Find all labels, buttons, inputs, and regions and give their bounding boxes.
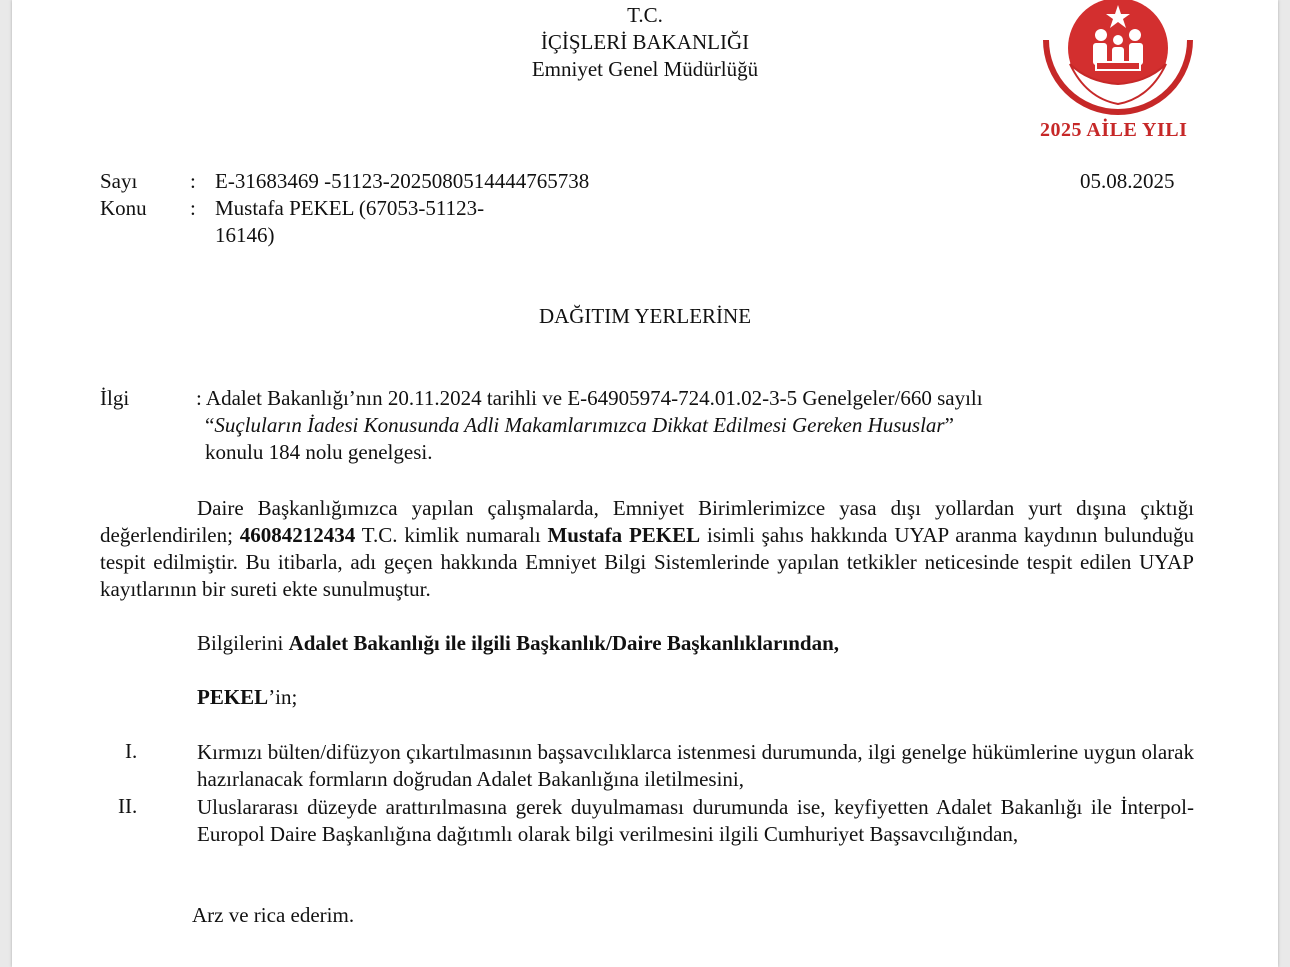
sayi-colon: : bbox=[190, 169, 196, 193]
national-id: 46084212434 bbox=[239, 523, 356, 547]
header-ministry: İÇİŞLERİ BAKANLIĞI bbox=[540, 30, 750, 54]
person-name: Mustafa PEKEL bbox=[547, 523, 701, 547]
list-item-number: I. bbox=[125, 739, 138, 763]
family-emblem-icon bbox=[1036, 0, 1200, 118]
list-item: Uluslararası düzeyde arattırılmasına gerek duyulmaması durumunda ise, keyfiyetten Adalet Bakanlığı ile İnterpol-Europol Daire Başkanlığına dağıtımlı olarak bilgi verilmesini ilgili Cumhuriyet Başsavcılığından, bbox=[197, 795, 1194, 846]
body-paragraph-2: Bilgilerini Adalet Bakanlığı ile ilgili Başkanlık/Daire Başkanlıklarından, bbox=[197, 631, 839, 655]
ilgi-line1: : Adalet Bakanlığı’nın 20.11.2024 tarihli ve E-64905974-724.01.02-3-5 Genelgeler/660 sayılı bbox=[196, 386, 983, 410]
ilgi-label: İlgi bbox=[100, 386, 130, 410]
closing-line: Arz ve rica ederim. bbox=[192, 903, 355, 927]
konu-label: Konu bbox=[100, 196, 147, 220]
header-directorate: Emniyet Genel Müdürlüğü bbox=[531, 57, 759, 81]
body-paragraph-3: PEKEL’in; bbox=[197, 685, 298, 709]
konu-value-line2: 16146) bbox=[215, 223, 275, 247]
sayi-label: Sayı bbox=[100, 169, 138, 193]
ilgi-quote-text: Suçluların İadesi Konusunda Adli Makamlarımızca Dikkat Edilmesi Gereken Hususlar bbox=[214, 413, 945, 437]
list-item: Kırmızı bülten/difüzyon çıkartılmasının başsavcılıklarca istenmesi durumunda, ilgi genelge hükümlerine uygun olarak hazırlanacak formların doğrudan Adalet Bakanlığına iletilmesini, bbox=[197, 740, 1194, 791]
logo-caption: 2025 AİLE YILI bbox=[1040, 119, 1188, 141]
list-item-number: II. bbox=[118, 794, 138, 818]
konu-colon: : bbox=[190, 196, 196, 220]
konu-value-line1: Mustafa PEKEL (67053-51123- bbox=[215, 196, 485, 220]
sayi-value: E-31683469 -51123-2025080514444765738 bbox=[215, 169, 590, 193]
header-tc: T.C. bbox=[627, 3, 663, 27]
document-date: 05.08.2025 bbox=[1080, 169, 1175, 193]
ilgi-line3: konulu 184 nolu genelgesi. bbox=[205, 440, 433, 464]
body-paragraph-1: Daire Başkanlığımızca yapılan çalışmalarda, Emniyet Birimlerimizce yasa dışı yollardan yurt dışına çıktığı değerlendirilen; 46084212434 T.C. kimlik numaralı Mustafa PEKEL isimli şahıs hakkında UYAP aranma kaydının bulunduğu tespit edilmiştir. Bu itibarla, adı geçen hakkında Emniyet Bilgi Sistemlerinde yapılan tetkikler neticesinde tespit edilen UYAP kayıtlarının bir sureti ekte sunulmuştur. bbox=[100, 496, 1194, 601]
aile-yili-logo bbox=[1036, 0, 1200, 141]
recipient-heading: DAĞITIM YERLERİNE bbox=[538, 304, 752, 328]
ilgi-quote: “Suçluların İadesi Konusunda Adli Makamlarımızca Dikkat Edilmesi Gereken Hususlar” bbox=[205, 413, 954, 437]
